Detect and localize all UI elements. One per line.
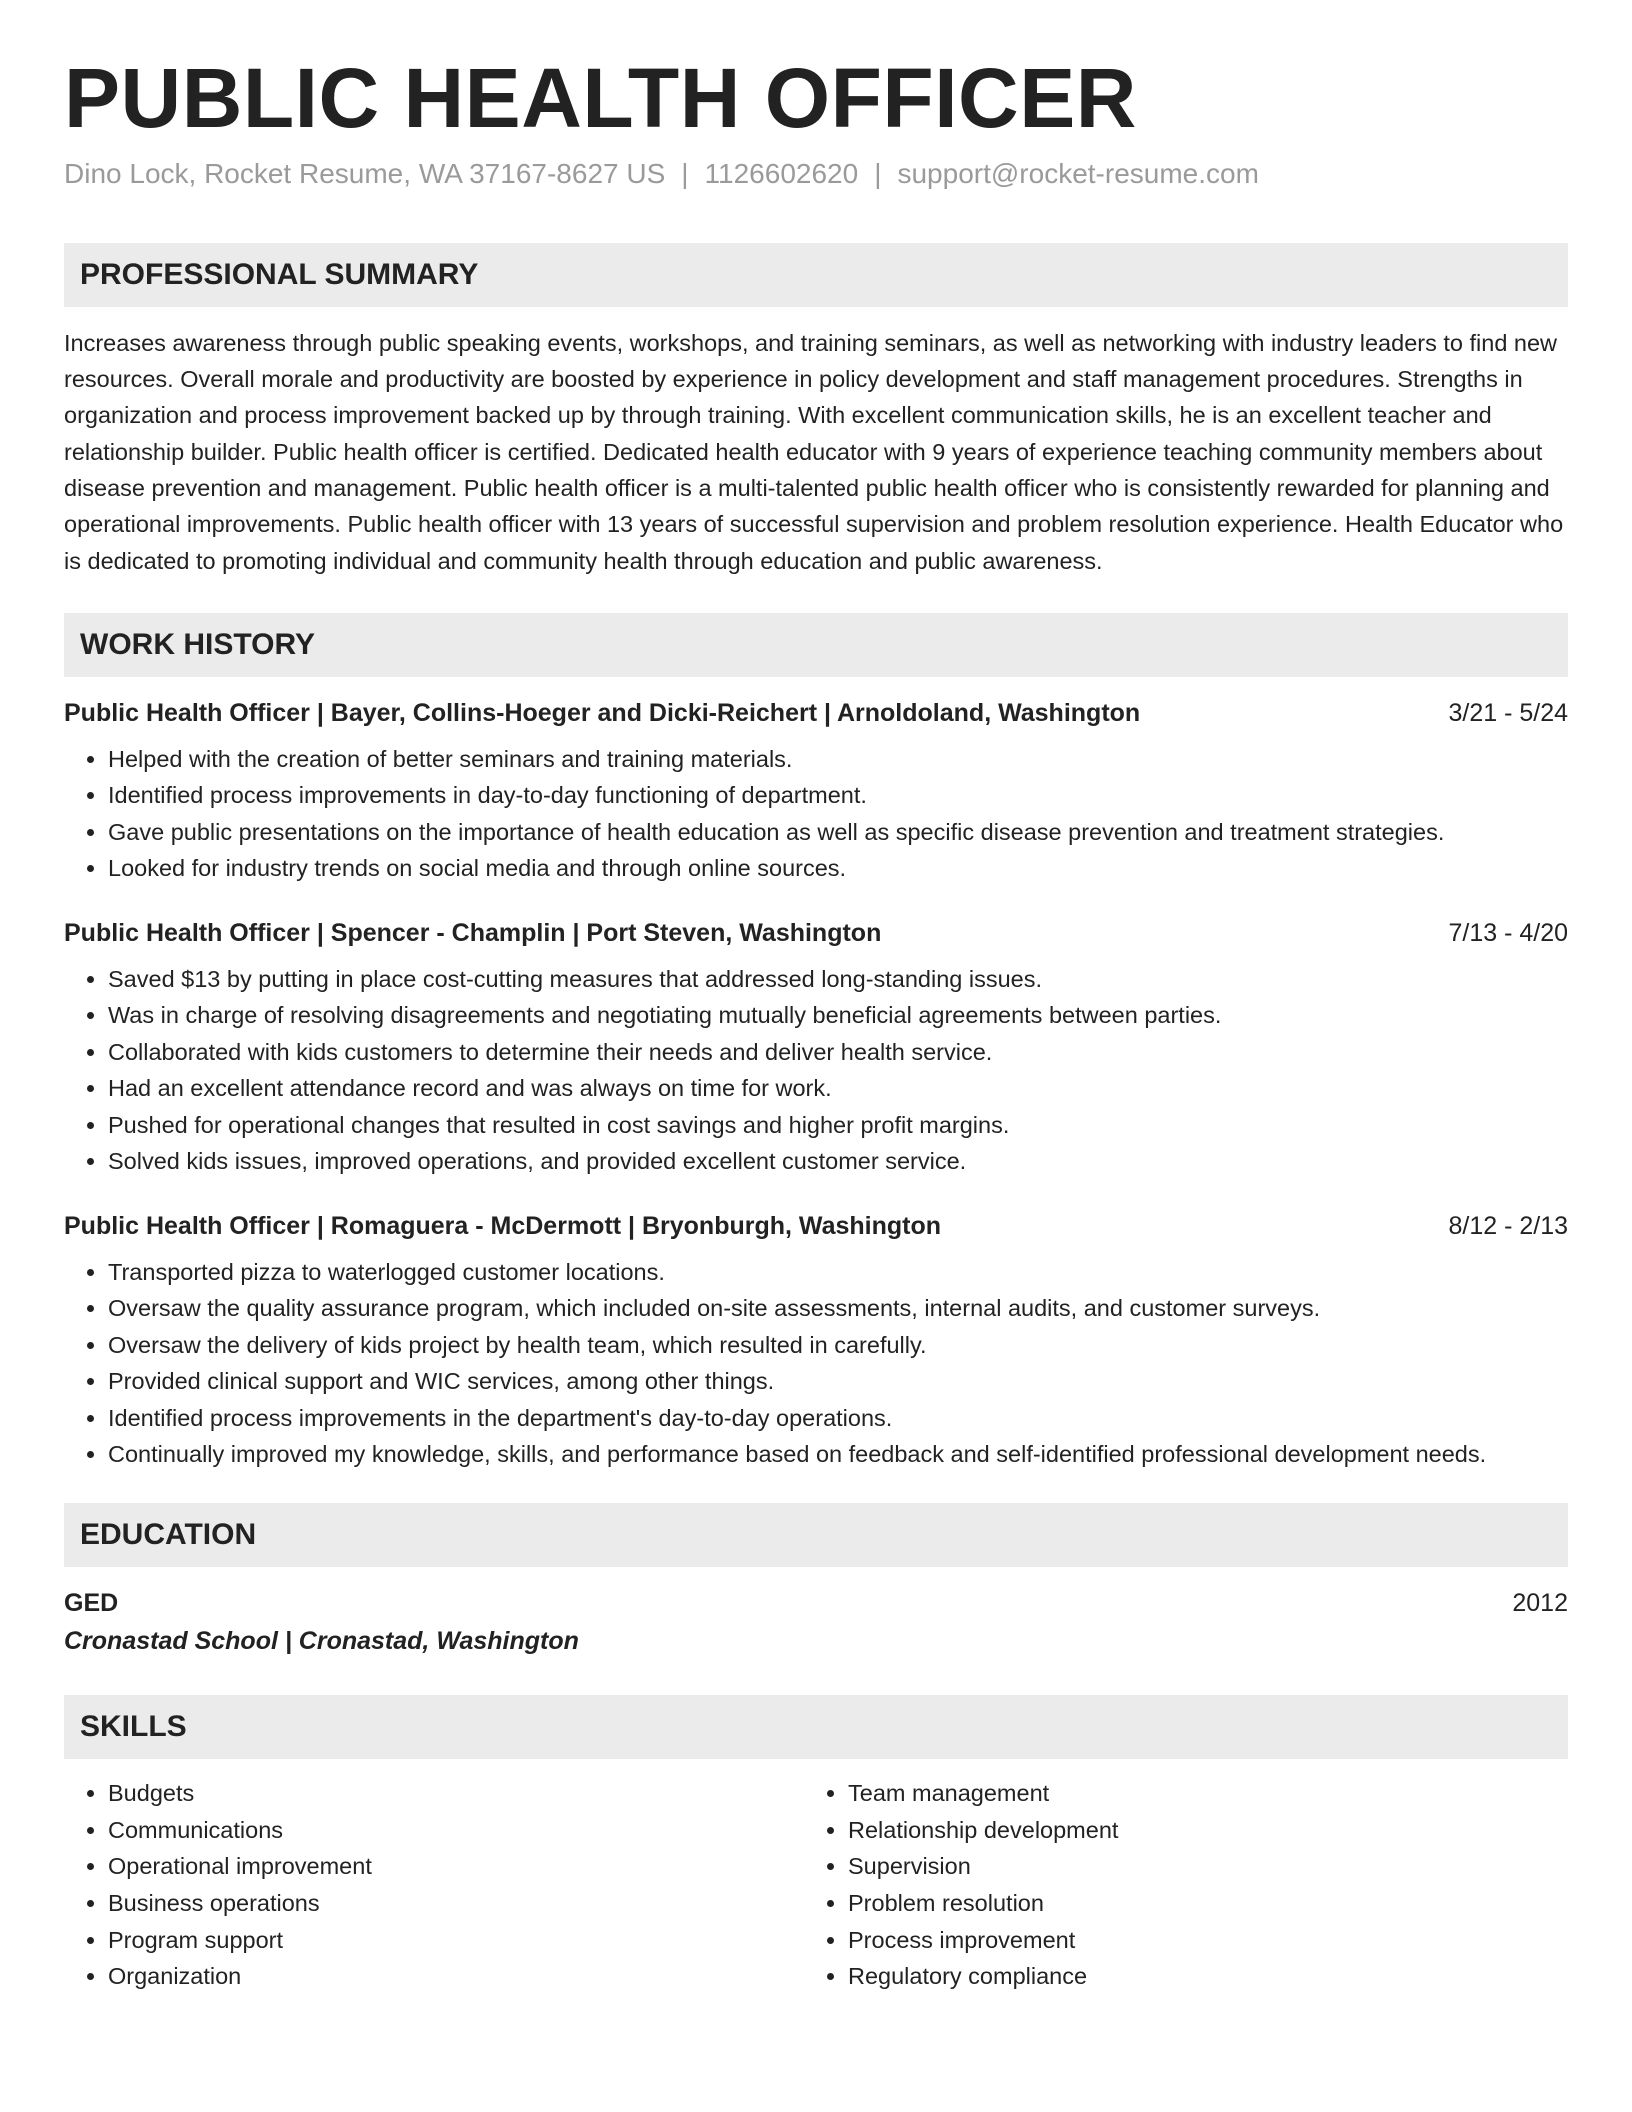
job-bullet: • Continually improved my knowledge, skills, and performance based on feedback and self-identified professional development needs. — [108, 1436, 1568, 1473]
skill-item: • Organization — [108, 1958, 804, 1995]
job-title: Public Health Officer | Romaguera - McDermott | Bryonburgh, Washington — [64, 1211, 942, 1240]
skill-item: • Regulatory compliance — [848, 1958, 1544, 1995]
job-dates: 7/13 - 4/20 — [1448, 918, 1568, 947]
job-bullet: • Transported pizza to waterlogged customer locations. — [108, 1254, 1568, 1291]
job-bullet: • Collaborated with kids customers to determine their needs and deliver health service. — [108, 1034, 1568, 1071]
education-entry — [64, 1585, 1568, 1661]
job-entry — [64, 695, 1568, 887]
job-bullet: • Gave public presentations on the importance of health education as well as specific disease prevention and treatment strategies. — [108, 814, 1568, 851]
job-bullet: • Helped with the creation of better seminars and training materials. — [108, 741, 1568, 778]
job-title: Public Health Officer | Bayer, Collins-Hoeger and Dicki-Reichert | Arnoldoland, Washington — [64, 698, 1141, 727]
job-bullet: • Identified process improvements in the department's day-to-day operations. — [108, 1400, 1568, 1437]
skill-item: • Program support — [108, 1922, 804, 1959]
work-history-heading: WORK HISTORY — [64, 613, 1568, 677]
job-bullets — [64, 741, 1568, 887]
job-bullet: • Solved kids issues, improved operations, and provided excellent customer service. — [108, 1143, 1568, 1180]
education-degree: GED — [64, 1588, 119, 1617]
job-bullet: • Had an excellent attendance record and was always on time for work. — [108, 1070, 1568, 1107]
contact-separator: | — [874, 158, 882, 190]
skill-item: • Operational improvement — [108, 1848, 804, 1885]
skill-item: • Communications — [108, 1812, 804, 1849]
job-bullet: • Saved $13 by putting in place cost-cutting measures that addressed long-standing issues. — [108, 961, 1568, 998]
job-dates: 8/12 - 2/13 — [1448, 1211, 1568, 1240]
job-bullet: • Provided clinical support and WIC services, among other things. — [108, 1363, 1568, 1400]
contact-address: Dino Lock, Rocket Resume, WA 37167-8627 US — [64, 158, 666, 190]
contact-phone: 1126602620 — [704, 158, 859, 190]
education-school: Cronastad School | Cronastad, Washington — [64, 1626, 579, 1655]
job-title: Public Health Officer | Spencer - Champlin | Port Steven, Washington — [64, 918, 882, 947]
contact-email: support@rocket-resume.com — [897, 158, 1259, 190]
job-bullet: • Looked for industry trends on social media and through online sources. — [108, 850, 1568, 887]
education-heading: EDUCATION — [64, 1503, 1568, 1567]
skill-item: • Business operations — [108, 1885, 804, 1922]
job-header — [64, 1208, 1568, 1244]
job-bullet: • Oversaw the delivery of kids project by health team, which resulted in carefully. — [108, 1327, 1568, 1364]
skill-item: • Relationship development — [848, 1812, 1544, 1849]
skill-item: • Problem resolution — [848, 1885, 1544, 1922]
job-dates: 3/21 - 5/24 — [1448, 698, 1568, 727]
contact-line — [64, 156, 1568, 192]
skills-grid — [64, 1775, 1568, 1995]
skill-item: • Process improvement — [848, 1922, 1544, 1959]
summary-text: Increases awareness through public speaking events, workshops, and training seminars, as well as networking with industry leaders to find new resources. Overall morale and productivity are boosted by experience in policy development and staff management procedures. Strengths in organization and process improvement backed up by through training. With excellent communication skills, he is an excellent teacher and relationship builder. Public health officer is certified. Dedicated health educator with 9 years of experience teaching community members about disease prevention and management. Public health officer is a multi-talented public health officer who is consistently rewarded for planning and operational improvements. Public health officer with 13 years of successful supervision and problem resolution experience. Health Educator who is dedicated to promoting individual and community health through education and public awareness. — [64, 329, 1564, 574]
job-bullet: • Identified process improvements in day-to-day functioning of department. — [108, 777, 1568, 814]
job-entry — [64, 915, 1568, 1180]
job-entry — [64, 1208, 1568, 1473]
skill-item: • Budgets — [108, 1775, 804, 1812]
summary-heading: PROFESSIONAL SUMMARY — [64, 243, 1568, 307]
skills-column-left — [64, 1775, 804, 1995]
contact-separator: | — [681, 158, 689, 190]
skills-heading: SKILLS — [64, 1695, 1568, 1759]
job-header — [64, 695, 1568, 731]
job-bullet: • Was in charge of resolving disagreements and negotiating mutually beneficial agreements between parties. — [108, 997, 1568, 1034]
job-bullets — [64, 1254, 1568, 1473]
job-bullet: • Pushed for operational changes that resulted in cost savings and higher profit margins. — [108, 1107, 1568, 1144]
skills-column-right — [804, 1775, 1544, 1995]
skill-item: • Supervision — [848, 1848, 1544, 1885]
job-header — [64, 915, 1568, 951]
education-header — [64, 1585, 1568, 1621]
skill-item: • Team management — [848, 1775, 1544, 1812]
resume-title: PUBLIC HEALTH OFFICER — [64, 51, 1137, 145]
education-year: 2012 — [1512, 1588, 1568, 1617]
job-bullet: • Oversaw the quality assurance program, which included on-site assessments, internal audits, and customer surveys. — [108, 1290, 1568, 1327]
job-bullets — [64, 961, 1568, 1180]
